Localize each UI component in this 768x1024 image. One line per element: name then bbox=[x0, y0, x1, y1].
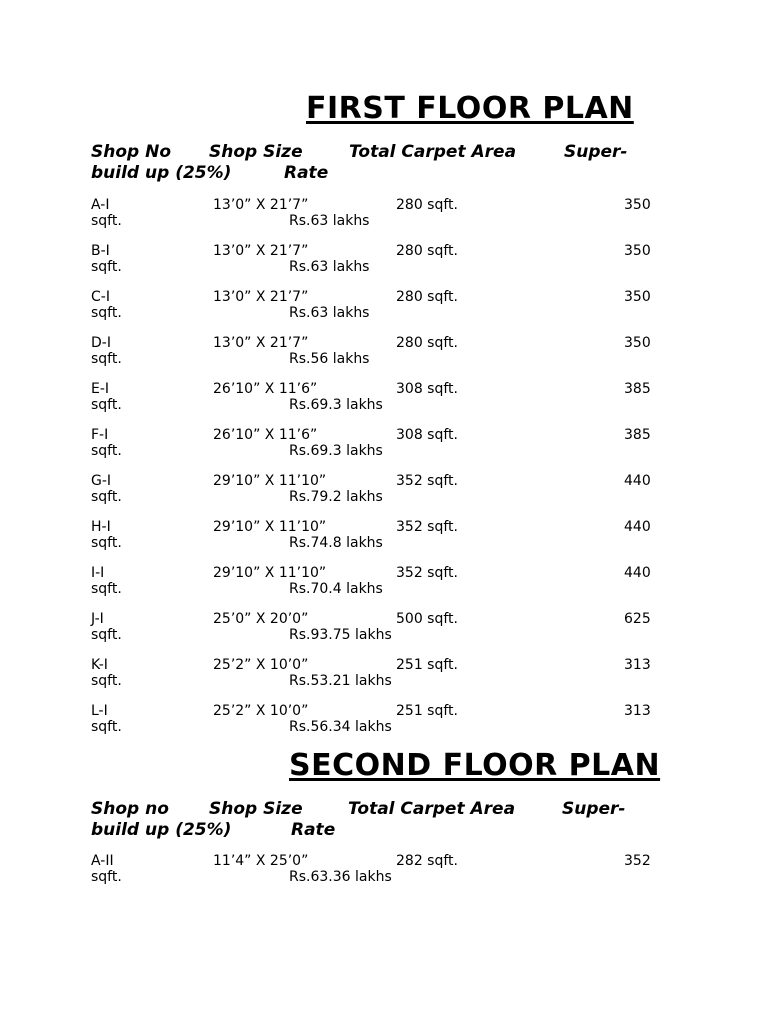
super-buildup-cell: 440 bbox=[624, 565, 651, 581]
table-row bbox=[91, 197, 671, 231]
shop-no-cell: J-I bbox=[91, 611, 104, 627]
super-buildup-unit-cell: sqft. bbox=[91, 259, 122, 275]
carpet-area-cell: 251 sqft. bbox=[396, 703, 458, 719]
super-buildup-unit-cell: sqft. bbox=[91, 627, 122, 643]
rate-cell: Rs.70.4 lakhs bbox=[289, 581, 383, 597]
super-buildup-cell: 625 bbox=[624, 611, 651, 627]
shop-size-cell: 11’4” X 25’0” bbox=[213, 853, 309, 869]
shop-size-cell: 13’0” X 21’7” bbox=[213, 335, 309, 351]
super-buildup-cell: 313 bbox=[624, 703, 651, 719]
carpet-area-cell: 308 sqft. bbox=[396, 427, 458, 443]
carpet-area-cell: 280 sqft. bbox=[396, 197, 458, 213]
carpet-area-cell: 500 sqft. bbox=[396, 611, 458, 627]
shop-size-cell: 13’0” X 21’7” bbox=[213, 197, 309, 213]
header-super: Super- bbox=[564, 142, 628, 162]
super-buildup-unit-cell: sqft. bbox=[91, 535, 122, 551]
header-total-carpet-area: Total Carpet Area bbox=[349, 142, 517, 162]
rate-cell: Rs.63 lakhs bbox=[289, 259, 370, 275]
table-row bbox=[91, 703, 671, 737]
shop-no-cell: K-I bbox=[91, 657, 108, 673]
super-buildup-cell: 385 bbox=[624, 427, 651, 443]
first-floor-header bbox=[91, 142, 671, 186]
rate-cell: Rs.56.34 lakhs bbox=[289, 719, 392, 735]
shop-no-cell: H-I bbox=[91, 519, 111, 535]
super-buildup-cell: 350 bbox=[624, 197, 651, 213]
table-row bbox=[91, 289, 671, 323]
rate-cell: Rs.56 lakhs bbox=[289, 351, 370, 367]
header-shop-size: Shop Size bbox=[209, 142, 303, 162]
super-buildup-unit-cell: sqft. bbox=[91, 869, 122, 885]
super-buildup-cell: 350 bbox=[624, 289, 651, 305]
carpet-area-cell: 280 sqft. bbox=[396, 289, 458, 305]
table-row bbox=[91, 243, 671, 277]
header-super: Super- bbox=[562, 799, 626, 819]
super-buildup-unit-cell: sqft. bbox=[91, 213, 122, 229]
shop-size-cell: 13’0” X 21’7” bbox=[213, 243, 309, 259]
rate-cell: Rs.69.3 lakhs bbox=[289, 443, 383, 459]
carpet-area-cell: 308 sqft. bbox=[396, 381, 458, 397]
super-buildup-cell: 313 bbox=[624, 657, 651, 673]
shop-no-cell: D-I bbox=[91, 335, 111, 351]
super-buildup-cell: 440 bbox=[624, 473, 651, 489]
header-shop-no: Shop no bbox=[91, 799, 169, 819]
shop-no-cell: G-I bbox=[91, 473, 112, 489]
table-row bbox=[91, 657, 671, 691]
table-row bbox=[91, 381, 671, 415]
super-buildup-unit-cell: sqft. bbox=[91, 305, 122, 321]
shop-no-cell: B-I bbox=[91, 243, 110, 259]
header-rate: Rate bbox=[291, 820, 336, 840]
super-buildup-cell: 350 bbox=[624, 335, 651, 351]
shop-size-cell: 29’10” X 11’10” bbox=[213, 473, 327, 489]
carpet-area-cell: 352 sqft. bbox=[396, 473, 458, 489]
super-buildup-cell: 385 bbox=[624, 381, 651, 397]
first-floor-title: FIRST FLOOR PLAN bbox=[306, 91, 634, 126]
header-shop-no: Shop No bbox=[91, 142, 172, 162]
super-buildup-cell: 352 bbox=[624, 853, 651, 869]
table-row bbox=[91, 611, 671, 645]
super-buildup-unit-cell: sqft. bbox=[91, 719, 122, 735]
rate-cell: Rs.53.21 lakhs bbox=[289, 673, 392, 689]
rate-cell: Rs.93.75 lakhs bbox=[289, 627, 392, 643]
carpet-area-cell: 280 sqft. bbox=[396, 335, 458, 351]
table-row bbox=[91, 519, 671, 553]
header-rate: Rate bbox=[284, 163, 329, 183]
super-buildup-unit-cell: sqft. bbox=[91, 581, 122, 597]
shop-size-cell: 25’2” X 10’0” bbox=[213, 703, 309, 719]
table-row bbox=[91, 853, 671, 887]
super-buildup-unit-cell: sqft. bbox=[91, 351, 122, 367]
rate-cell: Rs.69.3 lakhs bbox=[289, 397, 383, 413]
carpet-area-cell: 280 sqft. bbox=[396, 243, 458, 259]
table-row bbox=[91, 427, 671, 461]
shop-no-cell: F-I bbox=[91, 427, 109, 443]
super-buildup-unit-cell: sqft. bbox=[91, 673, 122, 689]
shop-no-cell: A-II bbox=[91, 853, 114, 869]
super-buildup-cell: 440 bbox=[624, 519, 651, 535]
rate-cell: Rs.63 lakhs bbox=[289, 213, 370, 229]
shop-size-cell: 26’10” X 11’6” bbox=[213, 381, 318, 397]
header-build-up: build up (25%) bbox=[91, 163, 232, 183]
super-buildup-unit-cell: sqft. bbox=[91, 443, 122, 459]
carpet-area-cell: 251 sqft. bbox=[396, 657, 458, 673]
super-buildup-unit-cell: sqft. bbox=[91, 489, 122, 505]
table-row bbox=[91, 565, 671, 599]
second-floor-header bbox=[91, 799, 671, 843]
super-buildup-cell: 350 bbox=[624, 243, 651, 259]
shop-size-cell: 25’2” X 10’0” bbox=[213, 657, 309, 673]
shop-size-cell: 26’10” X 11’6” bbox=[213, 427, 318, 443]
shop-no-cell: L-I bbox=[91, 703, 108, 719]
rate-cell: Rs.79.2 lakhs bbox=[289, 489, 383, 505]
rate-cell: Rs.63 lakhs bbox=[289, 305, 370, 321]
carpet-area-cell: 352 sqft. bbox=[396, 519, 458, 535]
rate-cell: Rs.63.36 lakhs bbox=[289, 869, 392, 885]
shop-size-cell: 13’0” X 21’7” bbox=[213, 289, 309, 305]
header-total-carpet-area: Total Carpet Area bbox=[348, 799, 516, 819]
carpet-area-cell: 352 sqft. bbox=[396, 565, 458, 581]
shop-no-cell: A-I bbox=[91, 197, 110, 213]
header-shop-size: Shop Size bbox=[209, 799, 303, 819]
table-row bbox=[91, 335, 671, 369]
table-row bbox=[91, 473, 671, 507]
rate-cell: Rs.74.8 lakhs bbox=[289, 535, 383, 551]
shop-no-cell: C-I bbox=[91, 289, 110, 305]
carpet-area-cell: 282 sqft. bbox=[396, 853, 458, 869]
shop-no-cell: E-I bbox=[91, 381, 110, 397]
shop-no-cell: I-I bbox=[91, 565, 105, 581]
second-floor-title: SECOND FLOOR PLAN bbox=[289, 748, 661, 783]
shop-size-cell: 25’0” X 20’0” bbox=[213, 611, 309, 627]
super-buildup-unit-cell: sqft. bbox=[91, 397, 122, 413]
shop-size-cell: 29’10” X 11’10” bbox=[213, 519, 327, 535]
shop-size-cell: 29’10” X 11’10” bbox=[213, 565, 327, 581]
header-build-up: build up (25%) bbox=[91, 820, 232, 840]
